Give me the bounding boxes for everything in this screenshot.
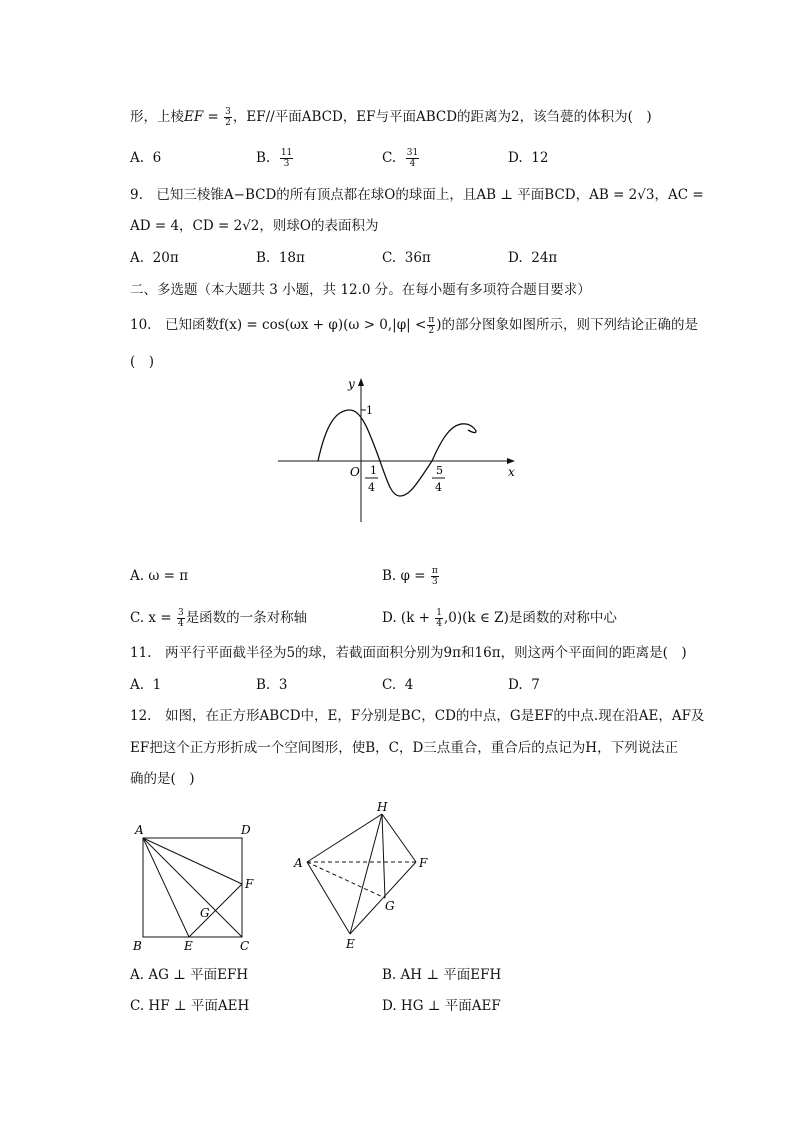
label-g: G — [385, 899, 395, 913]
q12-option-b[interactable]: B. AH ⊥ 平面EFH — [382, 967, 502, 983]
q9-stem-line-1: 9. 已知三棱锥A−BCD的所有顶点都在球O的球面上，且AB ⊥ 平面BCD，AB = 2√3，AC = — [130, 187, 704, 203]
y-tick-label: 1 — [366, 404, 373, 417]
label-a: A — [135, 823, 144, 837]
q8-option-c[interactable]: C. $\frac{31}{4}$ — [382, 148, 419, 169]
label-e: E — [346, 937, 355, 951]
q11-option-a[interactable]: A. 1 — [130, 677, 162, 693]
q10-stem-line-2: ( ) — [130, 354, 155, 370]
hidden-edge-ag — [307, 862, 385, 898]
q9-option-d[interactable]: D. 24π — [508, 250, 558, 266]
q8-stem-line: 形，上棱EF = $\frac{3}{2}$ ，EF//平面ABCD，EF与平面ABCD的距离为2，该刍甍的体积为( ) — [130, 107, 652, 128]
x-tick-2-den: 4 — [435, 481, 442, 494]
y-axis-arrow — [358, 378, 364, 386]
q12-option-d[interactable]: D. HG ⊥ 平面AEF — [382, 998, 501, 1014]
edge-hf — [382, 814, 416, 862]
q10-option-a[interactable]: A. ω = π — [130, 568, 189, 584]
q9-option-a[interactable]: A. 20π — [130, 250, 179, 266]
cosine-graph — [270, 372, 530, 532]
fraction: $\frac{\pi}{2}$ — [428, 315, 435, 336]
q10-option-d[interactable]: D. (k + $\frac{1}{4}$ ,0)(k ∈ Z)是函数的对称中心 — [382, 608, 617, 629]
q12-stem-line-3: 确的是( ) — [130, 771, 195, 787]
edge-hg — [382, 814, 385, 898]
segment-ac — [143, 838, 242, 937]
section-heading-multiple-choice: 二、多选题（本大题共 3 小题，共 12.0 分。在每小题有多项符合题目要求） — [130, 282, 591, 298]
label-h: H — [377, 800, 388, 814]
q10-stem-line-1: 10. 已知函数f(x) = cos(ωx + φ)(ω > 0,|φ| < $\frac{\pi}{2}$ )的部分图象如图所示，则下列结论正确的是 — [130, 315, 699, 336]
q8-option-b[interactable]: B. $\frac{11}{3}$ — [256, 148, 293, 169]
label-g: G — [200, 906, 210, 920]
q8-option-d[interactable]: D. 12 — [508, 150, 549, 166]
q11-stem: 11. 两平行平面截半径为5的球，若截面面积分别为9π和16π，则这两个平面间的距离是( ) — [130, 645, 687, 661]
y-axis-label: y — [348, 377, 355, 391]
q11-option-d[interactable]: D. 7 — [508, 677, 540, 693]
x-axis-label: x — [508, 465, 515, 479]
q9-option-b[interactable]: B. 18π — [256, 250, 305, 266]
label-f: F — [419, 856, 428, 870]
q9-option-c[interactable]: C. 36π — [382, 250, 431, 266]
x-tick-1-den: 4 — [368, 481, 375, 494]
origin-label: O — [350, 465, 360, 479]
label-b: B — [133, 939, 142, 953]
q12-option-c[interactable]: C. HF ⊥ 平面AEH — [130, 998, 250, 1014]
fraction: $\frac{3}{2}$ — [225, 107, 231, 128]
q8-option-a[interactable]: A. 6 — [130, 150, 162, 166]
x-axis-arrow — [507, 458, 515, 464]
cosine-curve — [318, 410, 476, 496]
label-c: C — [240, 939, 250, 953]
label-d: D — [241, 823, 251, 837]
label-e: E — [184, 939, 193, 953]
q9-stem-line-2: AD = 4，CD = 2√2，则球O的表面积为 — [130, 218, 379, 234]
label-f: F — [245, 877, 254, 891]
q10-option-b[interactable]: B. φ = $\frac{\pi}{3}$ — [382, 566, 438, 587]
segment-ae — [143, 838, 189, 937]
segment-af — [143, 838, 242, 884]
q12-stem-line-1: 12. 如图，在正方形ABCD中，E，F分别是BC，CD的中点，G是EF的中点.现在沿AE，AF及 — [130, 708, 705, 724]
q12-option-a[interactable]: A. AG ⊥ 平面EFH — [130, 967, 249, 983]
edge-ae — [307, 862, 350, 934]
square-figure — [128, 818, 268, 956]
q10-option-c[interactable]: C. x = $\frac{3}{4}$ 是函数的一条对称轴 — [130, 608, 308, 629]
tetrahedron-figure — [290, 798, 440, 958]
q12-stem-line-2: EF把这个正方形折成一个空间图形，使B，C，D三点重合，重合后的点记为H，下列说法正 — [130, 740, 679, 756]
x-tick-1-num: 1 — [370, 464, 377, 477]
q11-option-b[interactable]: B. 3 — [256, 677, 288, 693]
x-tick-2-num: 5 — [436, 464, 443, 477]
label-a: A — [294, 856, 303, 870]
q11-option-c[interactable]: C. 4 — [382, 677, 414, 693]
